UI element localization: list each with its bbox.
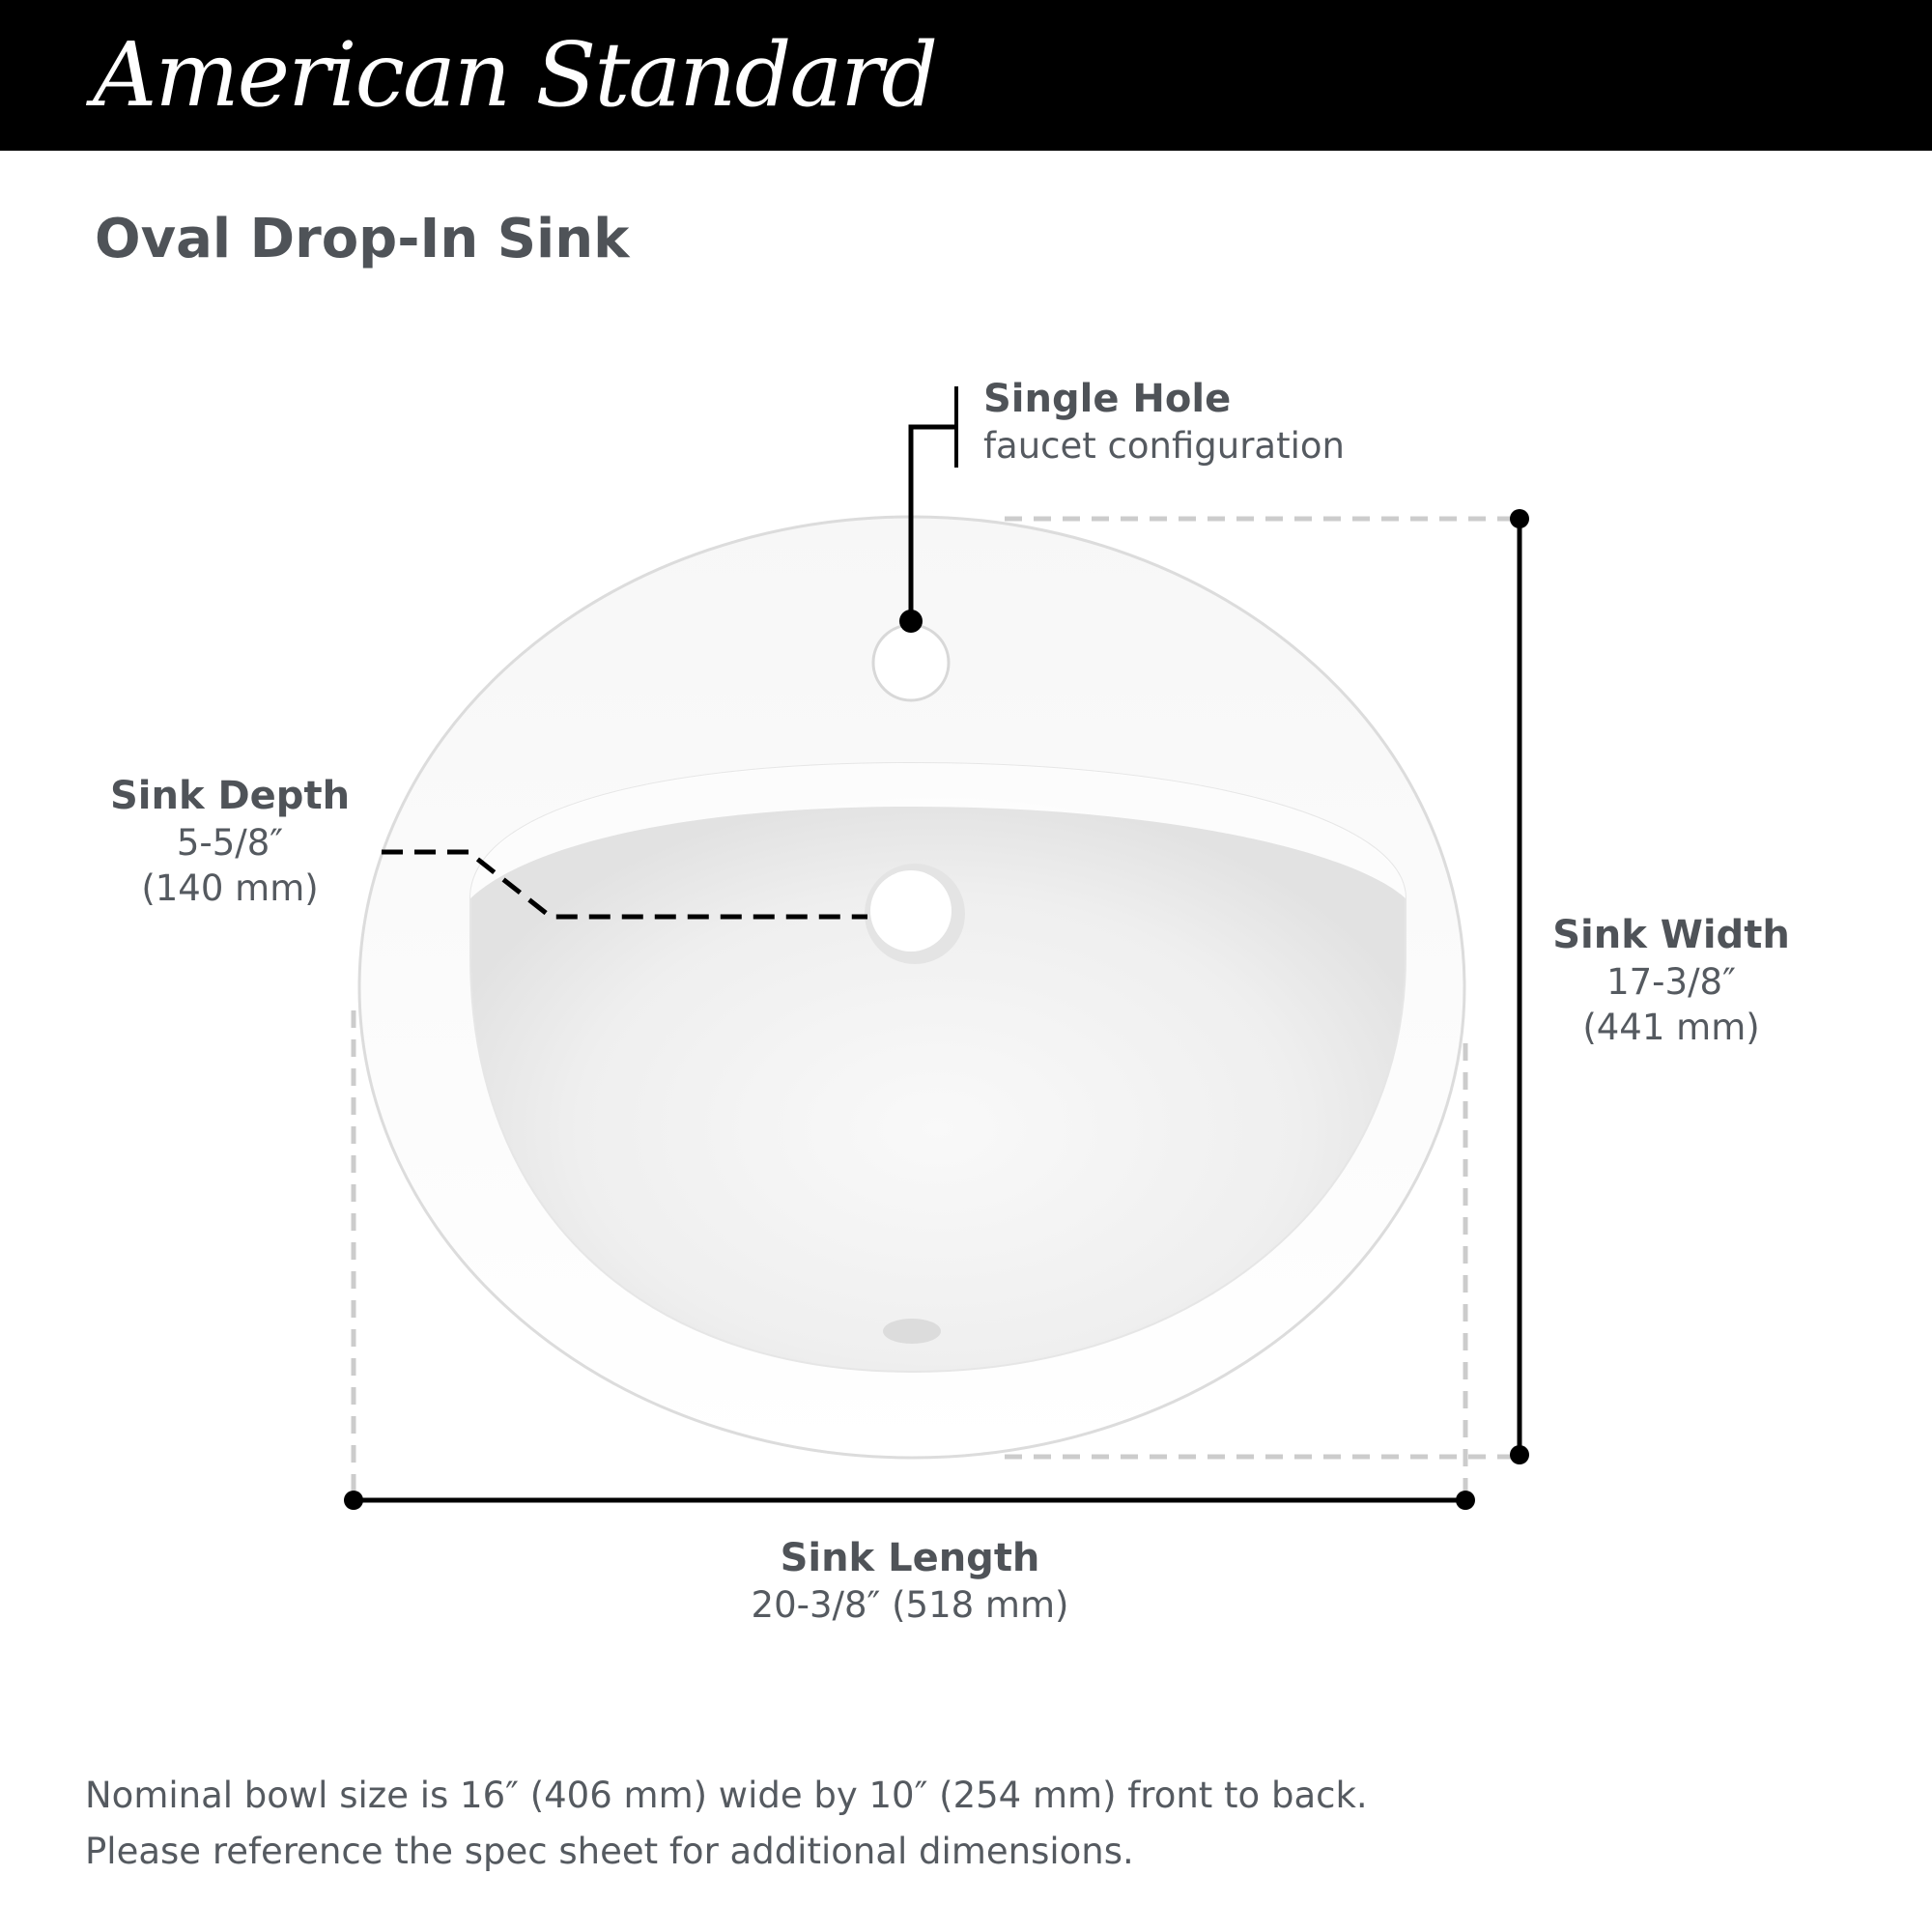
faucet-label (983, 377, 1345, 467)
faucet-hole (873, 625, 949, 700)
drain (883, 1319, 941, 1344)
depth-inches: 5-5/8″ (176, 822, 284, 864)
width-label (1546, 913, 1797, 1048)
width-endpoint-top (1510, 509, 1529, 528)
length-value: 20-3/8″ (518 mm) (751, 1584, 1069, 1626)
footer-line-2: Please reference the spec sheet for additional dimensions. (85, 1831, 1134, 1872)
depth-mm: (140 mm) (141, 867, 319, 909)
depth-label-title: Sink Depth (109, 774, 351, 818)
footer-note (85, 1768, 1368, 1880)
page-title: Oval Drop-In Sink (95, 208, 630, 270)
width-mm: (441 mm) (1582, 1007, 1760, 1048)
length-endpoint-right (1456, 1491, 1475, 1510)
faucet-label-sub: faucet configuration (983, 425, 1345, 467)
depth-label (95, 774, 365, 909)
faucet-callout-dot (899, 610, 923, 633)
length-label-title: Sink Length (780, 1536, 1040, 1580)
length-label (668, 1536, 1151, 1626)
width-endpoint-bottom (1510, 1445, 1529, 1464)
overflow-hole-inner (870, 870, 952, 952)
american-standard-logo: American Standard (93, 23, 937, 127)
length-endpoint-left (344, 1491, 363, 1510)
footer-line-1: Nominal bowl size is 16″ (406 mm) wide by 10″ (254 mm) front to back. (85, 1775, 1368, 1816)
width-inches: 17-3/8″ (1606, 961, 1736, 1003)
faucet-label-title: Single Hole (983, 377, 1232, 421)
width-label-title: Sink Width (1552, 913, 1790, 957)
